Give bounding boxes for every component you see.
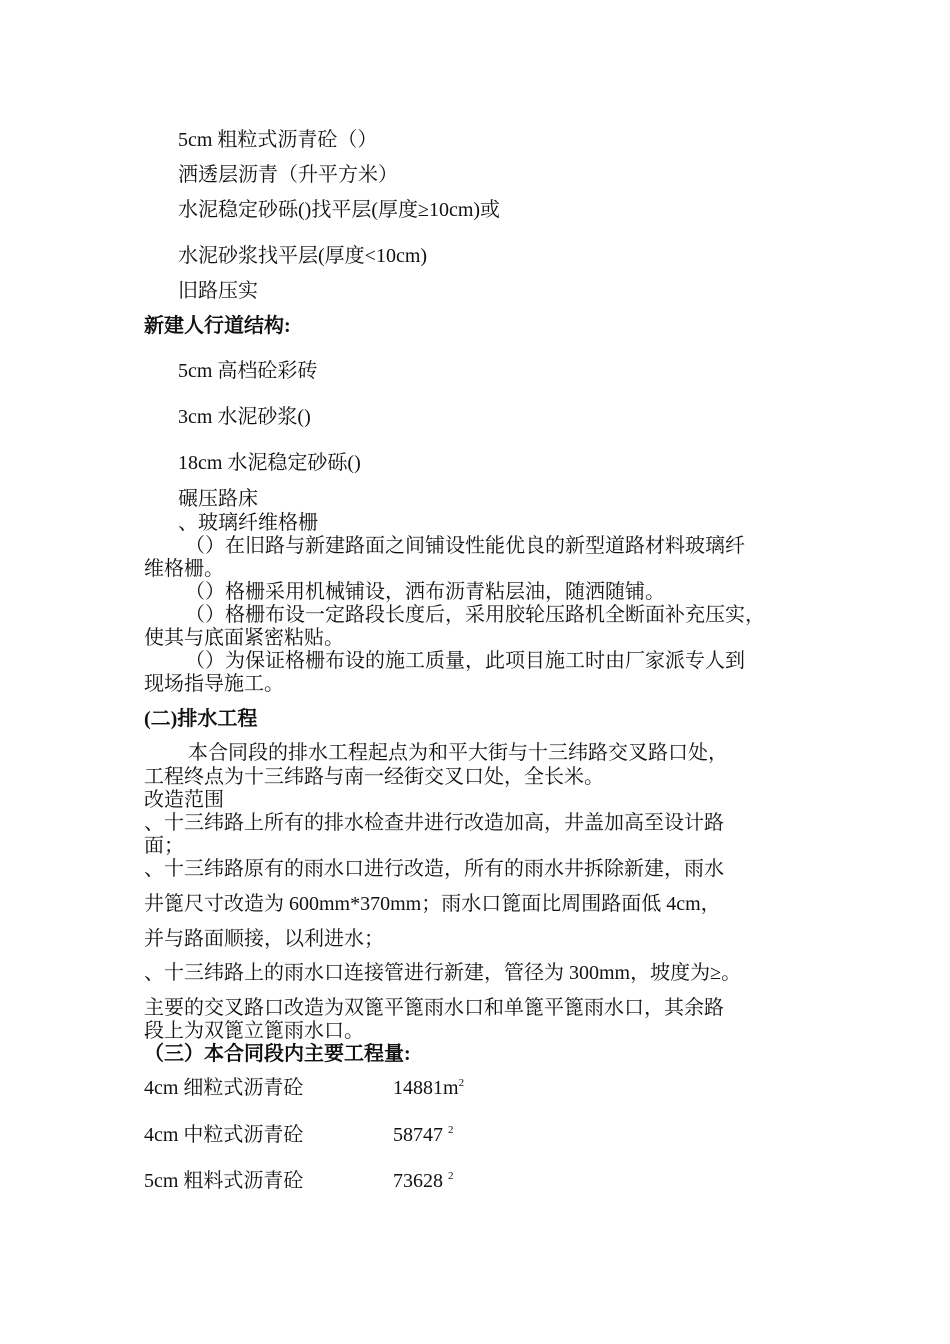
drainage-scope-2-line-3: 并与路面顺接，以利进水； bbox=[144, 928, 384, 950]
quantity-item-name: 5cm 粗料式沥青砼 bbox=[144, 1170, 304, 1192]
fiberglass-item-3-line-2: 使其与底面紧密粘贴。 bbox=[144, 627, 344, 649]
sidewalk-layer-2: 3cm 水泥砂浆() bbox=[178, 406, 311, 428]
drainage-scope-1-line-2: 面； bbox=[144, 835, 184, 857]
drainage-scope-1-line-1: 、十三纬路上所有的排水检查井进行改造加高，井盖加高至设计路 bbox=[144, 812, 724, 834]
quantity-item-name: 4cm 细粒式沥青砼 bbox=[144, 1077, 304, 1099]
fiberglass-item-1-line-2: 维格栅。 bbox=[144, 558, 224, 580]
fiberglass-item-4-line-2: 现场指导施工。 bbox=[144, 673, 284, 695]
sidewalk-layer-3: 18cm 水泥稳定砂砾() bbox=[178, 452, 361, 474]
drainage-scope-4-line-1: 主要的交叉路口改造为双篦平篦雨水口和单篦平篦雨水口，其余路 bbox=[144, 997, 724, 1019]
drainage-scope-2-line-2: 井篦尺寸改造为 600mm*370mm；雨水口篦面比周围路面低 4cm， bbox=[144, 893, 721, 915]
drainage-scope-label: 改造范围 bbox=[144, 789, 224, 811]
drainage-intro-line-2: 工程终点为十三纬路与南一经街交叉口处，全长米。 bbox=[144, 766, 604, 788]
drainage-scope-3: 、十三纬路上的雨水口连接管进行新建，管径为 300mm，坡度为≥。 bbox=[144, 962, 742, 984]
quantities-heading: （三）本合同段内主要工程量: bbox=[144, 1043, 411, 1065]
quantity-item-value: 58747 $^2$ bbox=[393, 1124, 454, 1146]
old-road-layer-1: 5cm 粗粒式沥青砼（） bbox=[178, 129, 378, 151]
drainage-intro-line-1: 本合同段的排水工程起点为和平大街与十三纬路交叉路口处， bbox=[188, 742, 728, 764]
fiberglass-item-4-line-1: （）为保证格栅布设的施工质量，此项目施工时由厂家派专人到 bbox=[185, 650, 745, 672]
fiberglass-item-3-line-1: （）格栅布设一定路段长度后，采用胶轮压路机全断面补充压实， bbox=[185, 604, 765, 626]
quantity-item-name: 4cm 中粒式沥青砼 bbox=[144, 1124, 304, 1146]
old-road-layer-2: 洒透层沥青（升平方米） bbox=[178, 164, 398, 186]
quantity-item-value: 73628 $^2$ bbox=[393, 1170, 454, 1192]
drainage-scope-2-line-1: 、十三纬路原有的雨水口进行改造，所有的雨水井拆除新建，雨水 bbox=[144, 858, 724, 880]
old-road-layer-3: 水泥稳定砂砾()找平层(厚度≥10cm)或 bbox=[178, 199, 501, 221]
fiberglass-item-1-line-1: （）在旧路与新建路面之间铺设性能优良的新型道路材料玻璃纤 bbox=[185, 535, 745, 557]
fiberglass-item-2: （）格栅采用机械铺设，洒布沥青粘层油，随洒随铺。 bbox=[185, 581, 665, 603]
sidewalk-layer-4: 碾压路床 bbox=[178, 488, 258, 510]
fiberglass-heading: 、玻璃纤维格栅 bbox=[178, 512, 318, 534]
old-road-layer-4: 水泥砂浆找平层(厚度<10cm) bbox=[178, 245, 428, 267]
old-road-layer-5: 旧路压实 bbox=[178, 280, 258, 302]
drainage-heading: (二)排水工程 bbox=[144, 708, 258, 730]
drainage-scope-4-line-2: 段上为双篦立篦雨水口。 bbox=[144, 1020, 364, 1042]
sidewalk-layer-1: 5cm 高档砼彩砖 bbox=[178, 360, 318, 382]
sidewalk-heading: 新建人行道结构: bbox=[144, 315, 291, 337]
quantity-item-value: $14881m^2$ bbox=[393, 1077, 465, 1099]
